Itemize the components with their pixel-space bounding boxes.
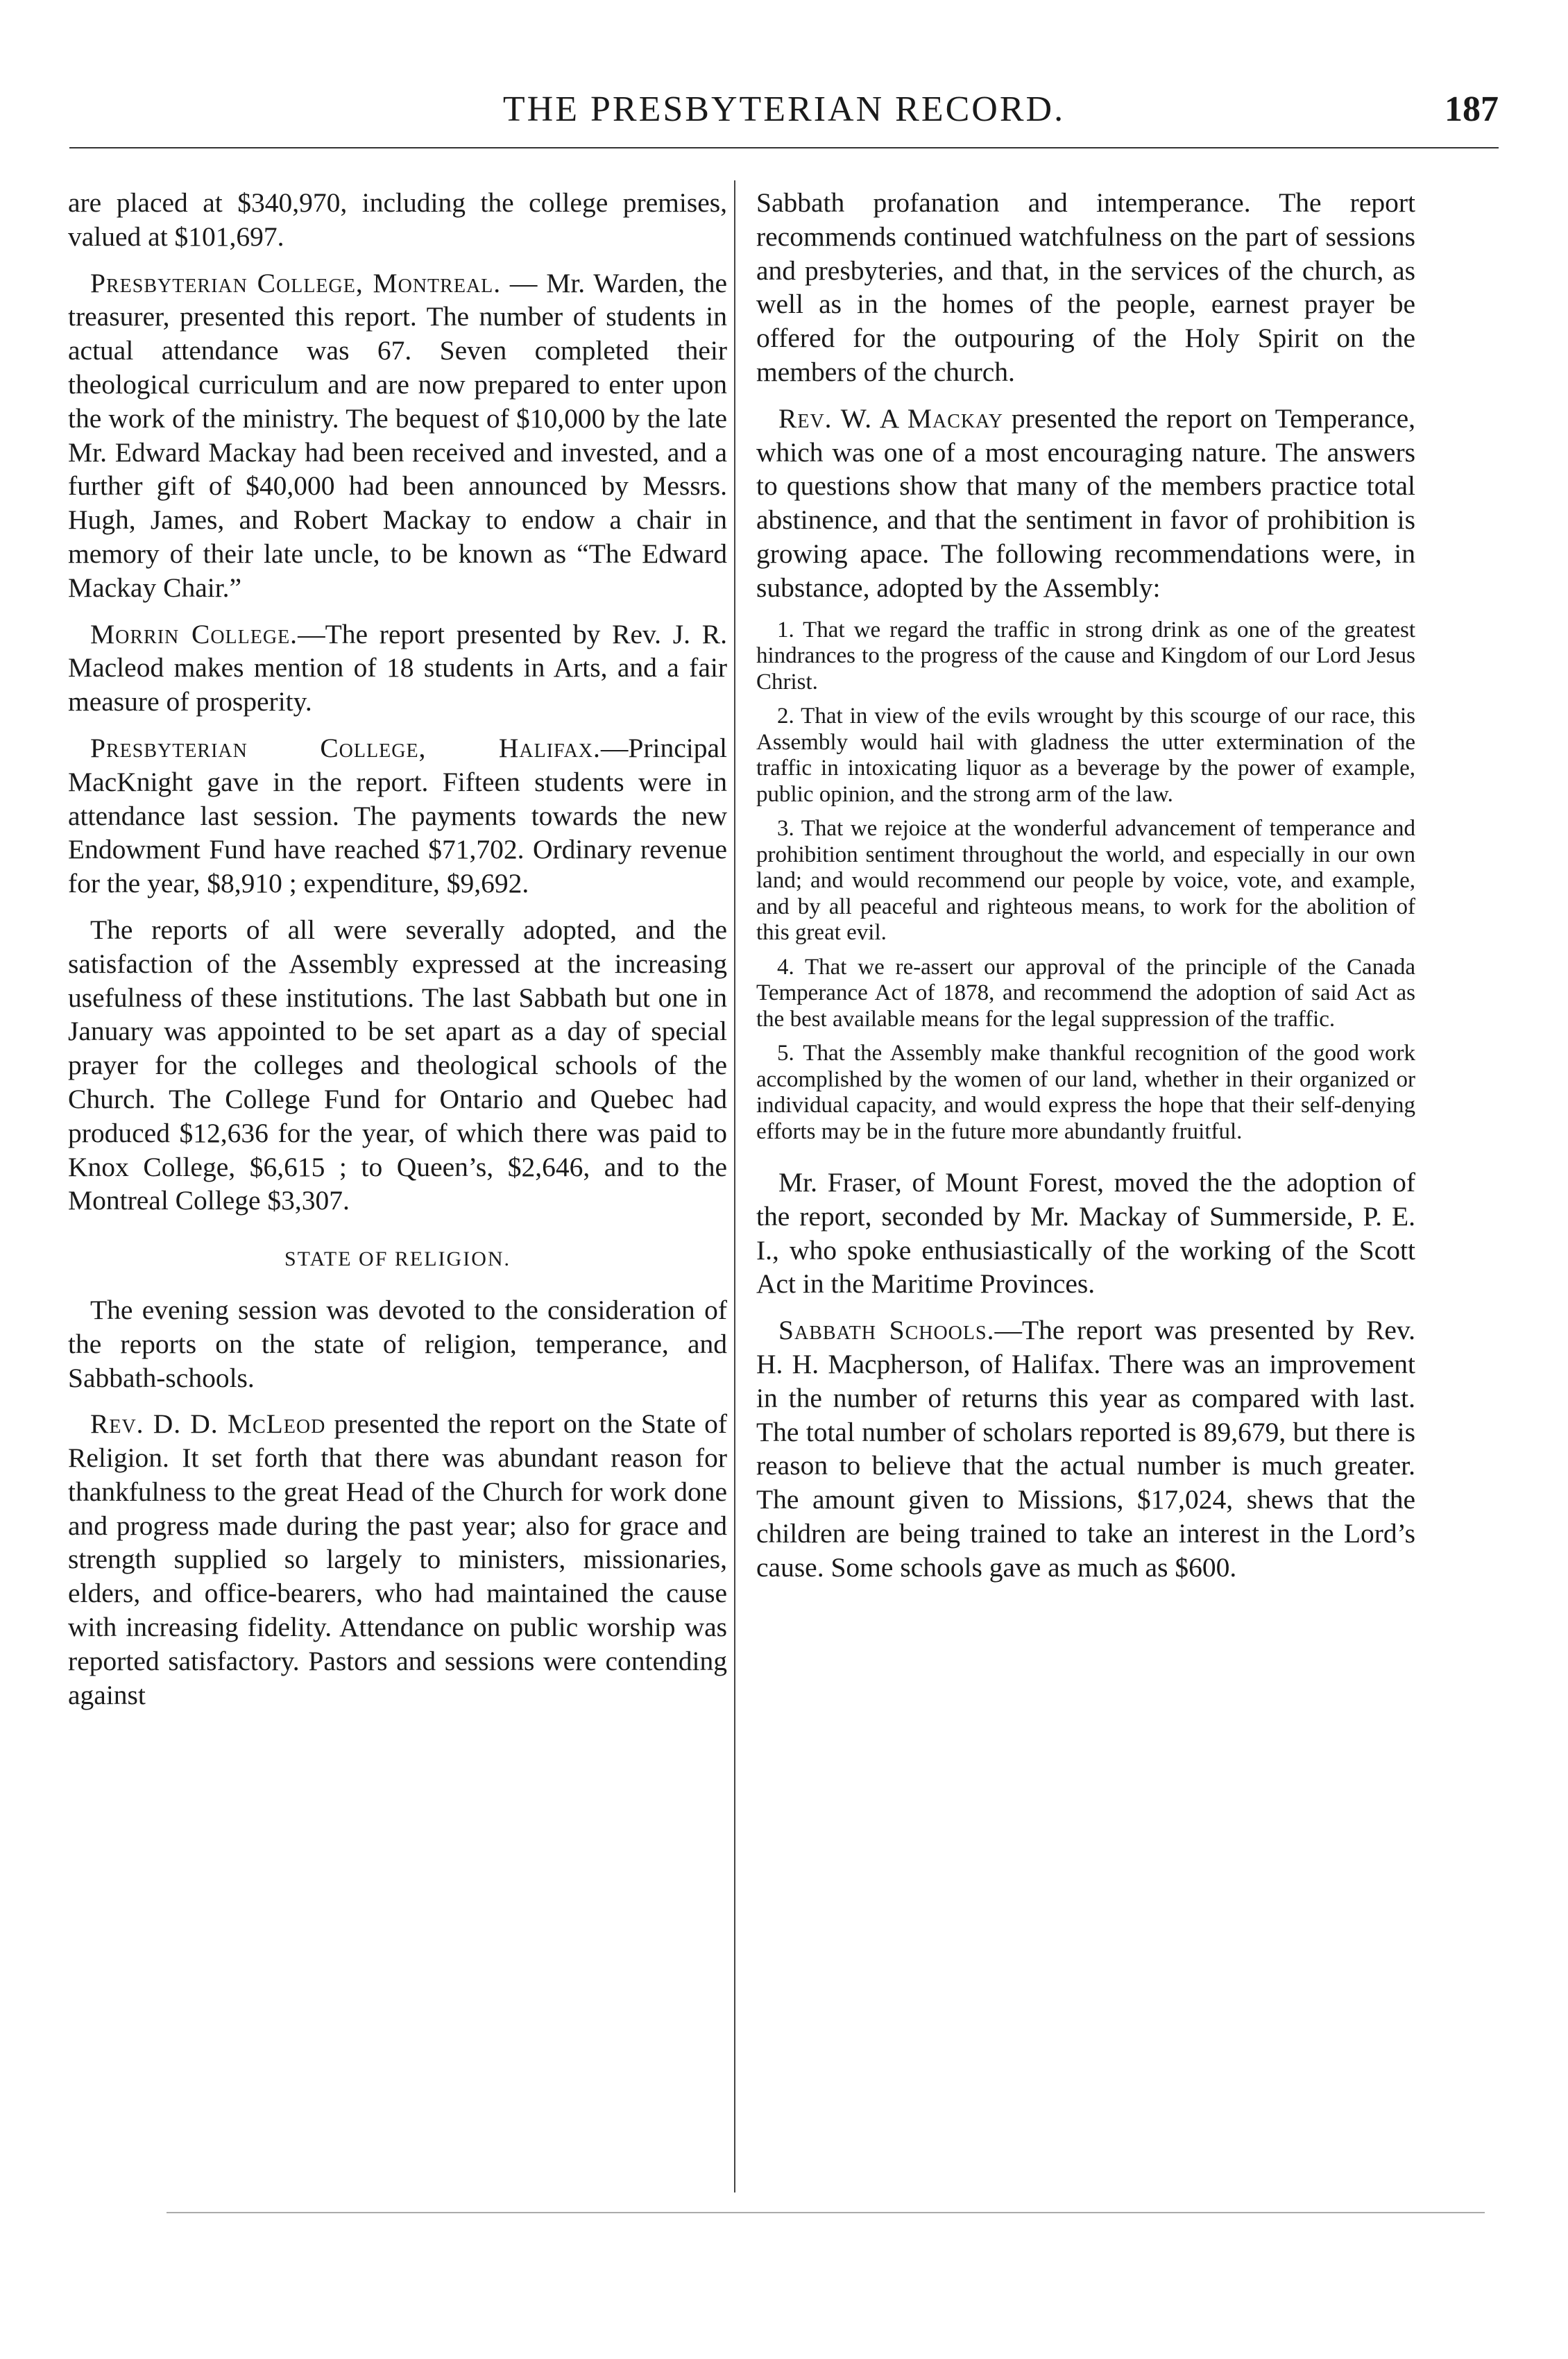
footer-rule: [167, 2212, 1485, 2213]
paragraph: [756, 402, 1415, 605]
running-title: THE PRESBYTERIAN RECORD.: [502, 90, 1066, 129]
run-in-heading: Presbyterian College, Montreal.: [90, 267, 502, 298]
paragraph: Sabbath profanation and intemperance. The report recommends continued watchfulness on the part of sessions and presbyteries, and that, in the services of the church, as well as in the homes of the people, earnest prayer be offered for the outpouring of the Holy Spirit on the members of the church.: [756, 187, 1415, 387]
paragraph: [68, 618, 727, 719]
column-divider: [734, 180, 735, 2192]
right-column: [756, 186, 1415, 1597]
paragraph: The evening session was devoted to the consideration of the reports on the state of religion, temperance, and Sabbath-schools.: [68, 1294, 727, 1393]
paragraph-text: presented the report on the State of Religion. It set forth that there was abundant reason for thankfulness to the great Head of the Church for work done and progress made during the past year; also for grace and strength supplied so largely to ministers, missionaries, elders, and office-bearers, who had maintained the cause with increasing fidelity. Attendance on public worship was reported satisfactory. Pastors and sessions were contending against: [68, 1408, 727, 1710]
recommendation-item: 3. That we rejoice at the wonderful advancement of temperance and prohibition sentiment throughout the world, and especially in our own land; and would recommend our people by voice, vote, and example, and by all peaceful and righteous means, to work for the abolition of this great evil.: [756, 816, 1415, 946]
paragraph: [68, 1407, 727, 1712]
page-number: 187: [1445, 90, 1499, 129]
paragraph-text: —Principal MacKnight gave in the report. Fifteen students were in attendance last session. The payments towards the new Endowment Fund have reached $71,702. Ordinary revenue for the year, $8,910 ; expenditure, $9,692.: [68, 732, 727, 899]
recommendations-list: [756, 618, 1415, 1146]
recommendation-item: 2. That in view of the evils wrought by this scourge of our race, this Assembly would hail with gladness the utter extermination of the traffic in intoxicating liquor as a beverage by the power of example, public opinion, and the strong arm of the law.: [756, 704, 1415, 807]
paragraph-text: — Mr. Warden, the treasurer, presented this report. The number of students in actual attendance was 67. Seven completed their theological curriculum and are now prepared to enter upon the work of the ministry. The bequest of $10,000 by the late Mr. Edward Mackay had been received and invested, and a further gift of $40,000 had been announced by Messrs. Hugh, James, and Robert Mackay to endow a chair in memory of their late uncle, to be known as “The Edward Mackay Chair.”: [68, 267, 727, 603]
paragraph-text: presented the report on Temperance, which was one of a most encouraging nature. The answers to questions show that many of the members practice total abstinence, and that the sentiment in favor of prohibition is growing apace. The following recommendations were, in substance, adopted by the Assembly:: [756, 402, 1415, 603]
recommendation-item: 4. That we re-assert our approval of the principle of the Canada Temperance Act of 1878, and recommend the adoption of said Act as the best available means for the legal suppression of the traffic.: [756, 954, 1415, 1032]
paragraph: [68, 266, 727, 605]
paragraph-text: —The report was presented by Rev. H. H. Macpherson, of Halifax. There was an improvement in the number of returns this year as compared with last. The total number of scholars reported is 89,679, but there is reason to believe that the actual number is much greater. The amount given to Missions, $17,024, shews that the children are being trained to take an interest in the Lord’s cause. Some schools gave as much as $600.: [756, 1315, 1416, 1583]
run-in-heading: Sabbath Schools.: [778, 1315, 995, 1346]
run-in-heading: Presbyterian College, Halifax.: [90, 732, 601, 763]
recommendation-item: 5. That the Assembly make thankful recognition of the good work accomplished by the women of our land, whether in their organized or individual capacity, and would express the hope that their self-denying efforts may be in the future more abundantly fruitful.: [756, 1041, 1415, 1144]
section-heading: STATE OF RELIGION.: [284, 1247, 511, 1271]
paragraph-text: —The report presented by Rev. J. R. Macleod makes mention of 18 students in Arts, and a fair measure of prosperity.: [68, 618, 727, 717]
paragraph: [68, 731, 727, 901]
left-column: [68, 186, 727, 1724]
run-in-heading: Rev. D. D. McLeod: [90, 1408, 326, 1440]
running-head: [69, 89, 1499, 137]
header-rule: [69, 147, 1499, 148]
paragraph: are placed at $340,970, including the college premises, valued at $101,697.: [68, 187, 727, 252]
recommendation-item: 1. That we regard the traffic in strong drink as one of the greatest hindrances to the progress of the cause and Kingdom of our Lord Jesus Christ.: [756, 617, 1415, 695]
run-in-heading: Rev. W. A Mackay: [778, 402, 1004, 434]
paragraph: The reports of all were severally adopted, and the satisfaction of the Assembly expressed at the increasing usefulness of these institutions. The last Sabbath but one in January was appointed to be set apart as a day of special prayer for the colleges and theological schools of the Church. The College Fund for Ontario and Quebec had produced $12,636 for the year, of which there was paid to Knox College, $6,615 ; to Queen’s, $2,646, and to the Montreal College $3,307.: [68, 914, 727, 1216]
paragraph: Mr. Fraser, of Mount Forest, moved the the adoption of the report, seconded by Mr. Mackay of Summerside, P. E. I., who spoke enthusiastically of the working of the Scott Act in the Maritime Provinces.: [756, 1167, 1415, 1300]
paragraph: [756, 1313, 1415, 1584]
run-in-heading: Morrin College.: [90, 618, 298, 649]
